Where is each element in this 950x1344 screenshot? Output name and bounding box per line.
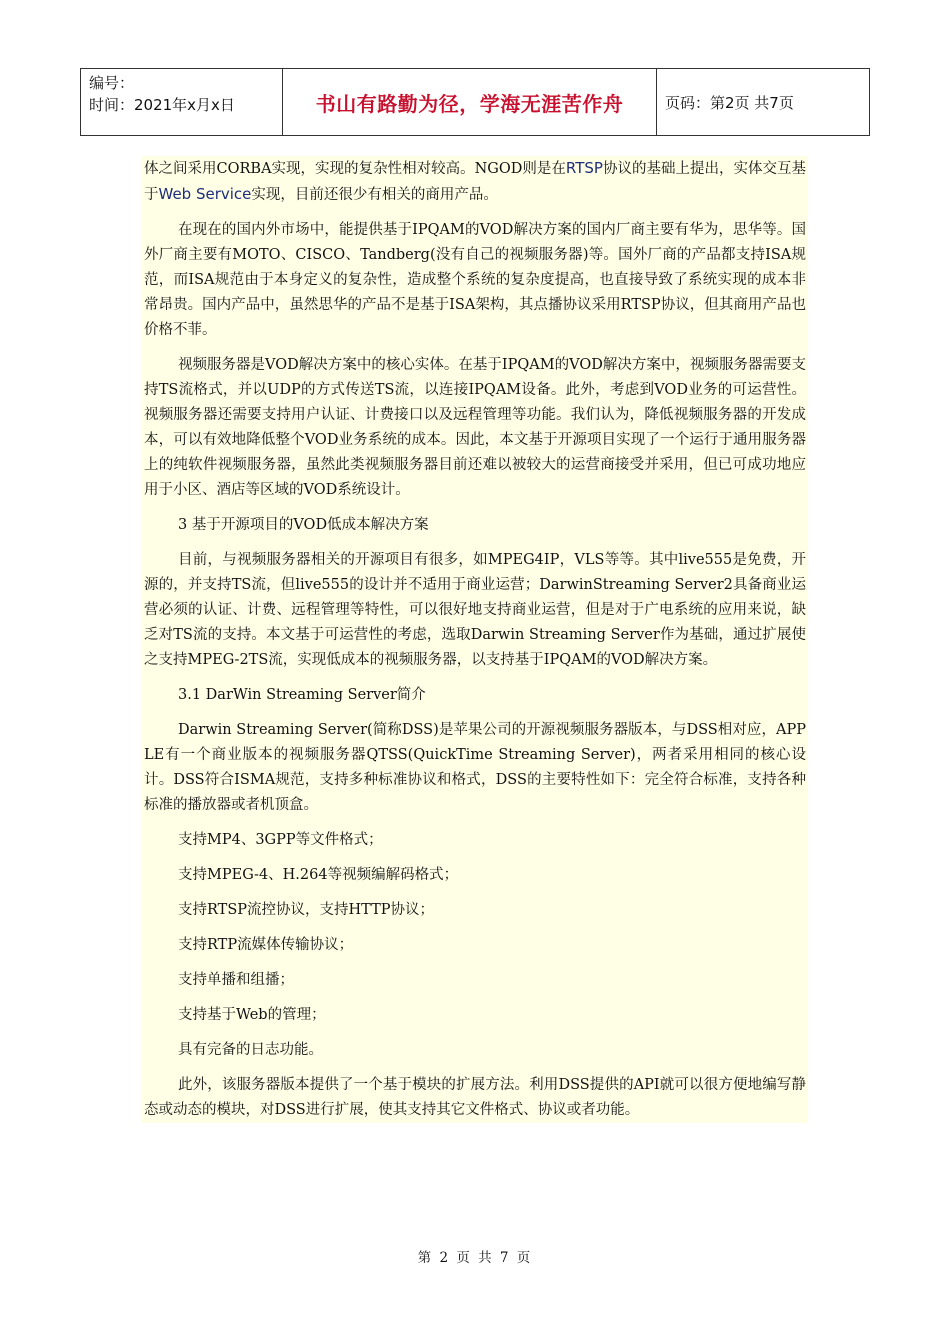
list-item: 支持RTSP流控协议，支持HTTP协议； xyxy=(178,902,435,918)
paragraph: 在现在的国内外市场中，能提供基于IPQAM的VOD解决方案的国内厂商主要有华为，思华等。国外厂商主要有MOTO、CISCO、Tandberg(没有自己的视频服务器)等。国外厂商的产品都支持ISA规范，而ISA规范由于本身定义的复杂性，造成整个系统的复杂度提高，也直接导致了系统实现的成本非常昂贵。国内产品中，虽然思华的产品不是基于ISA架构，其点播协议采用RTSP协议，但其商用产品也价格不菲。 xyxy=(144,222,806,338)
section-heading: 3 基于开源项目的VOD低成本解决方案 xyxy=(178,517,429,533)
paragraph: Darwin Streaming Server(简称DSS)是苹果公司的开源视频服务器版本，与DSS相对应，APPLE有一个商业版本的视频服务器QTSS(QuickTime Streaming Server)，两者采用相同的核心设计。DSS符合ISMA规范，支持多种标准协议和格式，DSS的主要特性如下：完全符合标准，支持各种标准的播放器或者机顶盒。 xyxy=(144,722,806,813)
text-run-sans: Web Service xyxy=(158,185,252,203)
list-item: 支持RTP流媒体传输协议； xyxy=(178,937,354,953)
document-body xyxy=(142,156,808,1123)
list-item: 支持基于Web的管理； xyxy=(178,1007,326,1023)
header-meta xyxy=(81,69,283,135)
header-table xyxy=(80,68,870,136)
paragraph: 此外，该服务器版本提供了一个基于模块的扩展方法。利用DSS提供的API就可以很方便地编写静态或动态的模块，对DSS进行扩展，使其支持其它文件格式、协议或者功能。 xyxy=(144,1077,806,1118)
header-motto: 书山有路勤为径，学海无涯苦作舟 xyxy=(283,69,657,135)
subsection-heading: 3.1 DarWin Streaming Server简介 xyxy=(178,687,426,703)
paragraph xyxy=(142,156,808,208)
list-item: 具有完备的日志功能。 xyxy=(178,1042,323,1058)
text-run: 体之间采用CORBA实现，实现的复杂性相对较高。NGOD则是在 xyxy=(144,161,566,177)
paragraph: 目前，与视频服务器相关的开源项目有很多，如MPEG4IP，VLS等等。其中live555是免费，开源的，并支持TS流，但live555的设计并不适用于商业运营；DarwinStreaming Server2具备商业运营必须的认证、计费、远程管理等特性，可以很好地支持商业运营，但是对于广电系统的应用来说，缺乏对TS流的支持。本文基于可运营性的考虑，选取Darwin Streaming Server作为基础，通过扩展使之支持MPEG-2TS流，实现低成本的视频服务器，以支持基于IPQAM的VOD解决方案。 xyxy=(144,552,806,668)
paragraph: 视频服务器是VOD解决方案中的核心实体。在基于IPQAM的VOD解决方案中，视频服务器需要支持TS流格式，并以UDP的方式传送TS流，以连接IPQAM设备。此外，考虑到VOD业务的可运营性。视频服务器还需要支持用户认证、计费接口以及远程管理等功能。我们认为，降低视频服务器的开发成本，可以有效地降低整个VOD业务系统的成本。因此，本文基于开源项目实现了一个运行于通用服务器上的纯软件视频服务器，虽然此类视频服务器目前还难以被较大的运营商接受并采用，但已可成功地应用于小区、酒店等区域的VOD系统设计。 xyxy=(144,357,806,498)
page-footer: 第 2 页 共 7 页 xyxy=(417,1250,533,1266)
text-run: 实现，目前还很少有相关的商用产品。 xyxy=(251,187,498,203)
list-item: 支持MP4、3GPP等文件格式； xyxy=(178,832,383,848)
text-run: 协议的基础上提出，实体交互基于 xyxy=(144,161,806,203)
list-item: 支持单播和组播； xyxy=(178,972,294,988)
number-label: 编号： xyxy=(89,74,135,92)
header-page-info: 页码：第2页 共7页 xyxy=(665,93,794,112)
list-item: 支持MPEG-4、H.264等视频编解码格式； xyxy=(178,867,459,883)
time-label: 时间：2021年x月x日 xyxy=(89,96,235,114)
text-run-sans: RTSP xyxy=(565,159,603,177)
